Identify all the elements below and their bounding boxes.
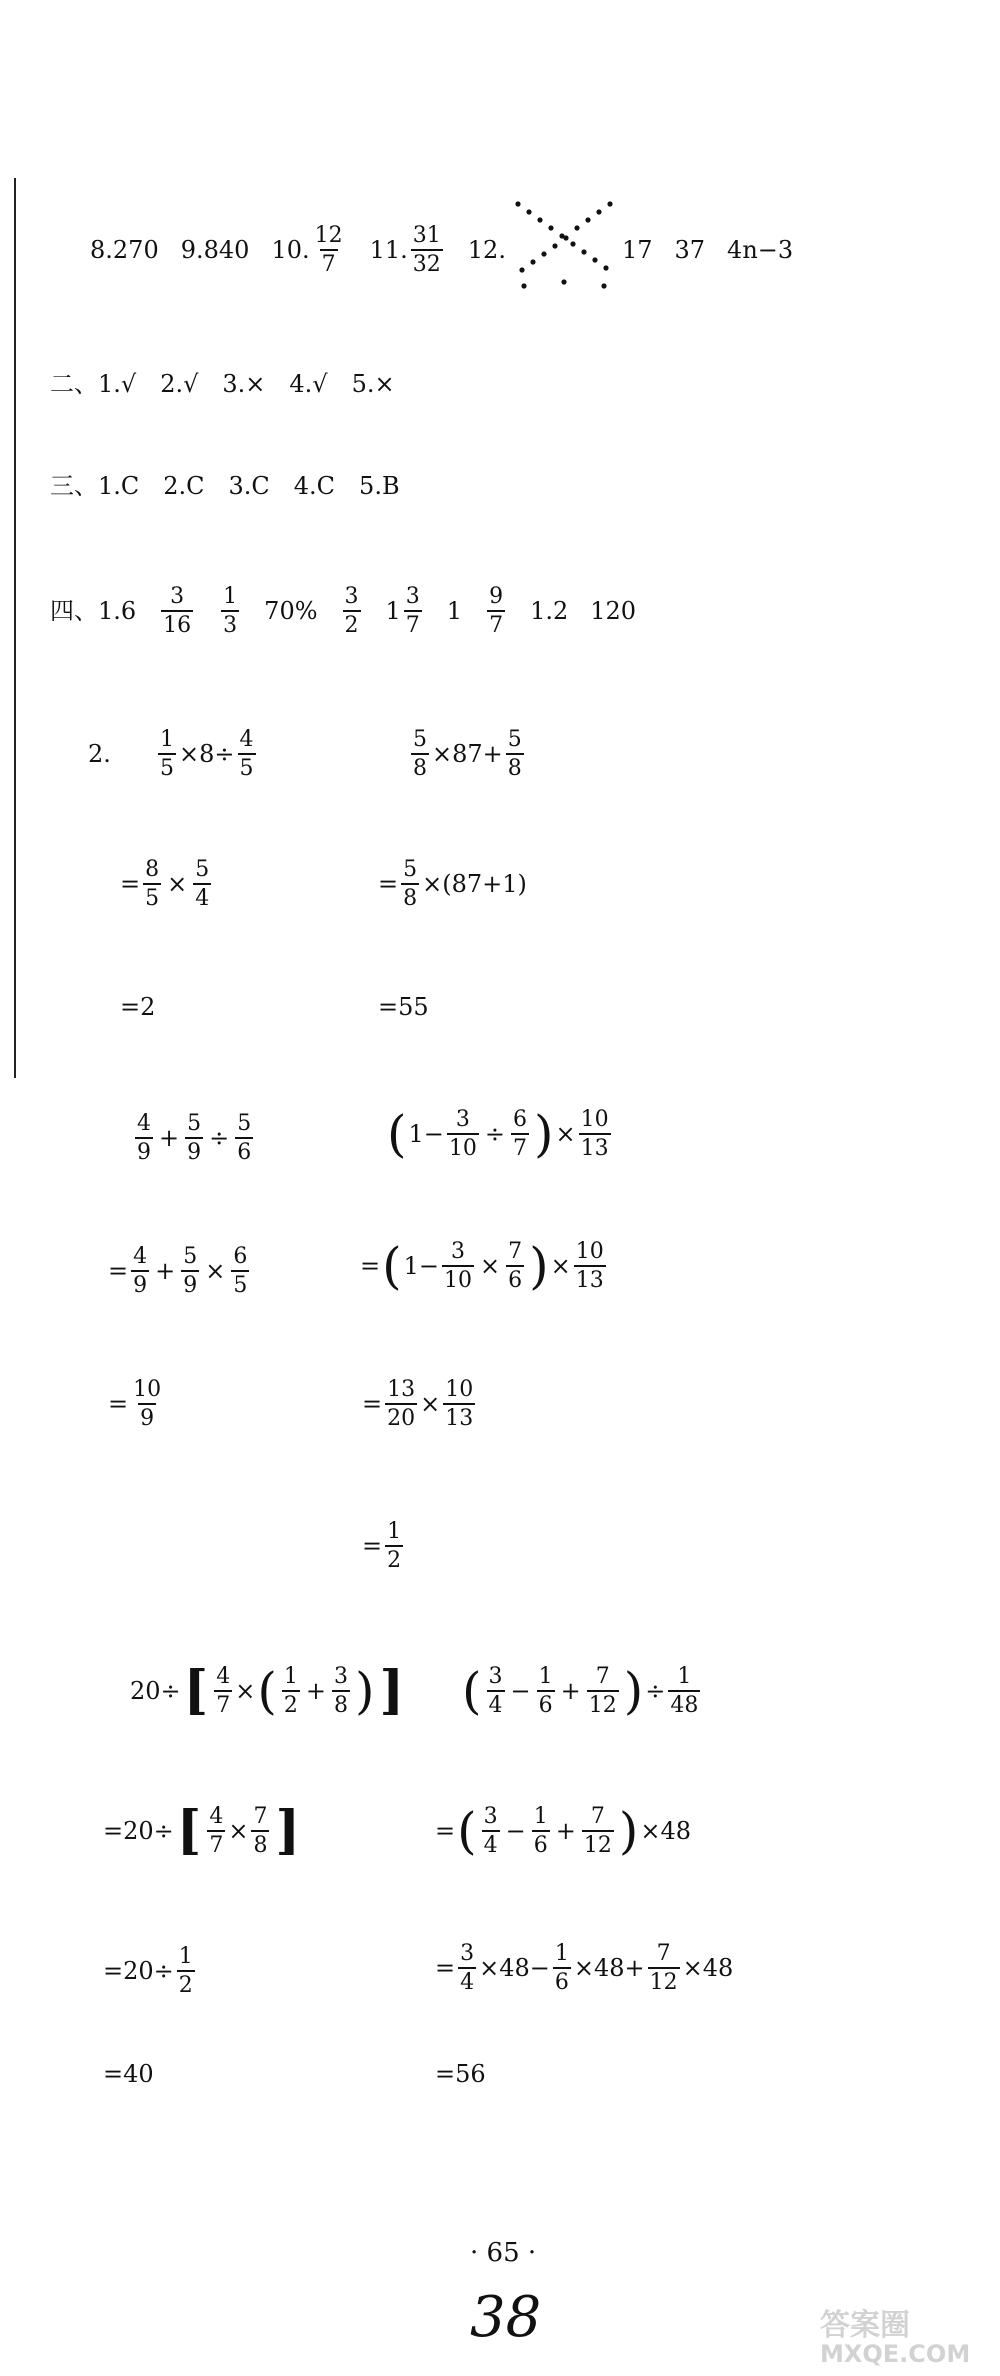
p6-line-2: = ( $\frac{3}{4}$ − $\frac{1}{6}$ + $\frac{7}{12}$ ) ×48 [435,1801,692,1860]
p3-line-2: = $\frac{4}{9}$ + $\frac{5}{9}$ × $\frac{6}{5}$ [108,1244,248,1298]
watermark-url: MXQE.COM [820,2340,971,2368]
section-4-answers [50,585,636,638]
answer-8: 8.270 [90,236,159,264]
p5-line-3: =20÷ $\frac{1}{2}$ [103,1944,193,1998]
fraction-9-7: $\frac{9}{7}$ [489,584,504,638]
section-2-answers: 二、1.√ 2.√ 3.× 4.√ 5.× [50,370,395,398]
p4-line-4: = $\frac{1}{2}$ [362,1519,402,1573]
value-one: 1 [446,597,463,626]
value-120: 120 [590,597,637,626]
p3-line-1: $\frac{4}{9}$ + $\frac{5}{9}$ ÷ $\frac{5}{6}$ [137,1111,252,1165]
p5-line-4: =40 [103,2060,154,2088]
p3-line-3: = $\frac{10}{9}$ [108,1377,162,1431]
p6-line-1: ( $\frac{3}{4}$ − $\frac{1}{6}$ + $\frac{7}{12}$ ) ÷ $\frac{1}{48}$ [462,1661,699,1720]
p2-line-2: = $\frac{5}{8}$ ×(87+1) [378,857,527,911]
answer-12-label: 12. [467,236,506,264]
p4-line-3: = $\frac{13}{20}$ × $\frac{10}{13}$ [362,1377,474,1431]
answer-11-fraction: $\frac{31}{32}$ [412,222,441,277]
handwritten-page-number: 38 [470,2285,542,2350]
mixed-number-whole: 1 [385,597,401,626]
section-3-answers: 三、1.C 2.C 3.C 4.C 5.B [50,472,400,500]
p1-line-3: =2 [120,993,156,1021]
answer-10-fraction: $\frac{12}{7}$ [314,222,343,277]
answer-11-label: 11. [369,236,408,264]
p2-line-1: $\frac{5}{8}$ ×87+ $\frac{5}{8}$ [413,727,522,781]
value-1-2: 1.2 [530,597,569,626]
fraction-1-3: $\frac{1}{3}$ [223,584,238,638]
p5-line-2: =20÷ [ $\frac{4}{7}$ × $\frac{7}{8}$ ] [103,1799,301,1861]
dot-cross-pattern [514,200,614,300]
p1-line-2: = $\frac{8}{5}$ × $\frac{5}{4}$ [120,857,210,911]
p6-line-3: = $\frac{3}{4}$ ×48− $\frac{1}{6}$ ×48+ $\frac{7}{12}$ ×48 [435,1941,734,1995]
mixed-number-fraction: $\frac{3}{7}$ [405,584,420,638]
answer-row-1 [90,200,793,300]
left-margin-line [14,178,16,1078]
answer-10-label: 10. [271,236,310,264]
fraction-3-2: $\frac{3}{2}$ [344,584,359,638]
section-4-prefix: 四、1.6 [50,597,137,626]
p4-line-2: = ( 1− $\frac{3}{10}$ × $\frac{7}{6}$ ) × $\frac{10}{13}$ [360,1236,604,1295]
watermark-logo-text: 答案圈 [820,2308,910,2343]
answer-4n-3: 4n−3 [727,236,794,264]
answer-37: 37 [674,236,706,264]
p6-line-4: =56 [435,2060,486,2088]
percent-value: 70% [264,597,318,626]
p5-line-1: 20÷ [ $\frac{4}{7}$ × ( $\frac{1}{2}$ + $\frac{3}{8}$ ) ] [130,1659,405,1721]
p2-line-3: =55 [378,993,429,1021]
fraction-3-16: $\frac{3}{16}$ [163,584,192,638]
p1-line-1: $\frac{1}{5}$ ×8÷ $\frac{4}{5}$ [160,727,254,781]
printed-page-number: · 65 · [470,2238,537,2268]
problem-2-label: 2. [88,740,111,768]
p4-line-1: ( 1− $\frac{3}{10}$ ÷ $\frac{6}{7}$ ) × $\frac{10}{13}$ [387,1104,609,1163]
answer-9: 9.840 [180,236,250,264]
answer-17: 17 [621,236,653,264]
